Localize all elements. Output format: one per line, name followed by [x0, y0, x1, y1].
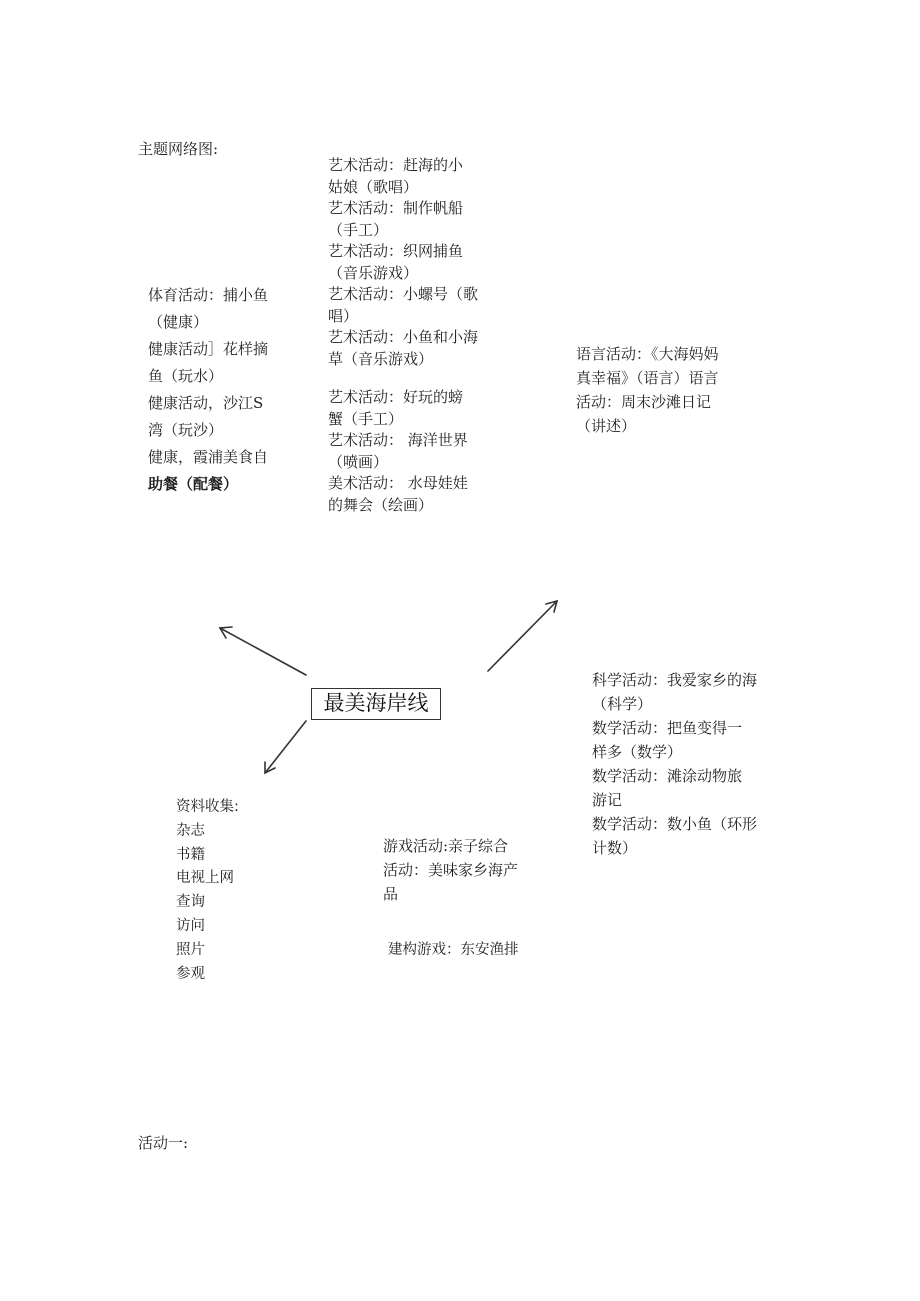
health-line: 健康活动］花样摘 — [148, 340, 269, 358]
resource-item: 参观 — [176, 965, 205, 982]
science-line: 数学活动：滩涂动物旅 — [592, 767, 743, 785]
science-line: 数学活动：把鱼变得一 — [592, 719, 743, 737]
resource-item: 书籍 — [176, 846, 205, 863]
language-line: 真幸福》（语言）语言 — [576, 369, 719, 387]
art-line: 艺术活动：小鱼和小海 — [328, 328, 479, 346]
science-line: （科学） — [592, 695, 653, 713]
science-math-activities-block — [592, 668, 757, 860]
science-line: 样多（数学） — [592, 743, 683, 761]
art-line: 艺术活动：小螺号（歌 — [328, 285, 479, 303]
resources-title: 资料收集: — [176, 799, 239, 815]
center-topic-box: 最美海岸线 — [311, 688, 441, 720]
art-line: 姑娘（歌唱） — [328, 177, 419, 196]
art-line: 唱） — [328, 306, 359, 325]
art-line: 艺术活动：制作帆船 — [328, 199, 464, 217]
activity-one-heading: 活动一: — [138, 1134, 189, 1152]
page-title: 主题网络图: — [138, 140, 219, 158]
art-line: 艺术活动：织网捕鱼 — [328, 242, 464, 260]
art-spacer — [328, 370, 478, 387]
resource-item: 照片 — [176, 941, 205, 958]
health-line: 湾（玩沙） — [148, 421, 224, 439]
art-line: 艺术活动： 海洋世界 — [328, 431, 468, 449]
art-line: （喷画） — [328, 452, 389, 471]
science-line: 游记 — [592, 791, 623, 809]
language-line: （讲述） — [576, 417, 637, 435]
language-line: 语言活动：《大海妈妈 — [576, 345, 719, 363]
art-line: 艺术活动：赶海的小 — [328, 156, 464, 174]
language-activities-block — [576, 342, 719, 438]
resource-item: 杂志 — [176, 822, 205, 839]
language-line: 活动：周末沙滩日记 — [576, 393, 712, 411]
game-activities-block — [383, 834, 518, 906]
health-line: 健康活动，沙江S — [148, 394, 264, 412]
resource-item: 查询 — [176, 894, 205, 911]
art-line: 蟹（手工） — [328, 409, 404, 428]
resource-item: 电视上网 — [176, 870, 234, 887]
health-activities-block — [148, 282, 268, 498]
health-line: 体育活动：捕小鱼 — [148, 286, 269, 304]
art-activities-block — [328, 155, 478, 516]
health-line: 鱼（玩水） — [148, 367, 224, 385]
art-line: （手工） — [328, 220, 389, 239]
art-line: 的舞会（绘画） — [328, 495, 434, 514]
health-line: 健康，霞浦美食自 — [148, 448, 269, 466]
health-line: 助餐（配餐） — [148, 475, 239, 493]
art-line: 草（音乐游戏） — [328, 349, 434, 368]
game-line: 品 — [383, 885, 399, 903]
arrow-up-left — [220, 627, 306, 675]
resource-item: 访问 — [176, 917, 205, 934]
arrow-down-left — [265, 721, 306, 773]
art-line: 艺术活动：好玩的螃 — [328, 388, 464, 406]
art-line: 美术活动： 水母娃娃 — [328, 474, 468, 492]
science-line: 数学活动：数小鱼（环形 — [592, 815, 758, 833]
resources-block — [176, 796, 239, 986]
science-line: 计数） — [592, 839, 638, 857]
arrow-up-right — [488, 601, 557, 671]
health-line: （健康） — [148, 313, 209, 331]
build-game-label: 建构游戏：东安渔排 — [388, 942, 519, 958]
art-line: （音乐游戏） — [328, 263, 419, 282]
science-line: 科学活动：我爱家乡的海 — [592, 671, 758, 689]
game-line: 活动：美味家乡海产 — [383, 861, 519, 879]
game-line: 游戏活动:亲子综合 — [383, 837, 509, 855]
